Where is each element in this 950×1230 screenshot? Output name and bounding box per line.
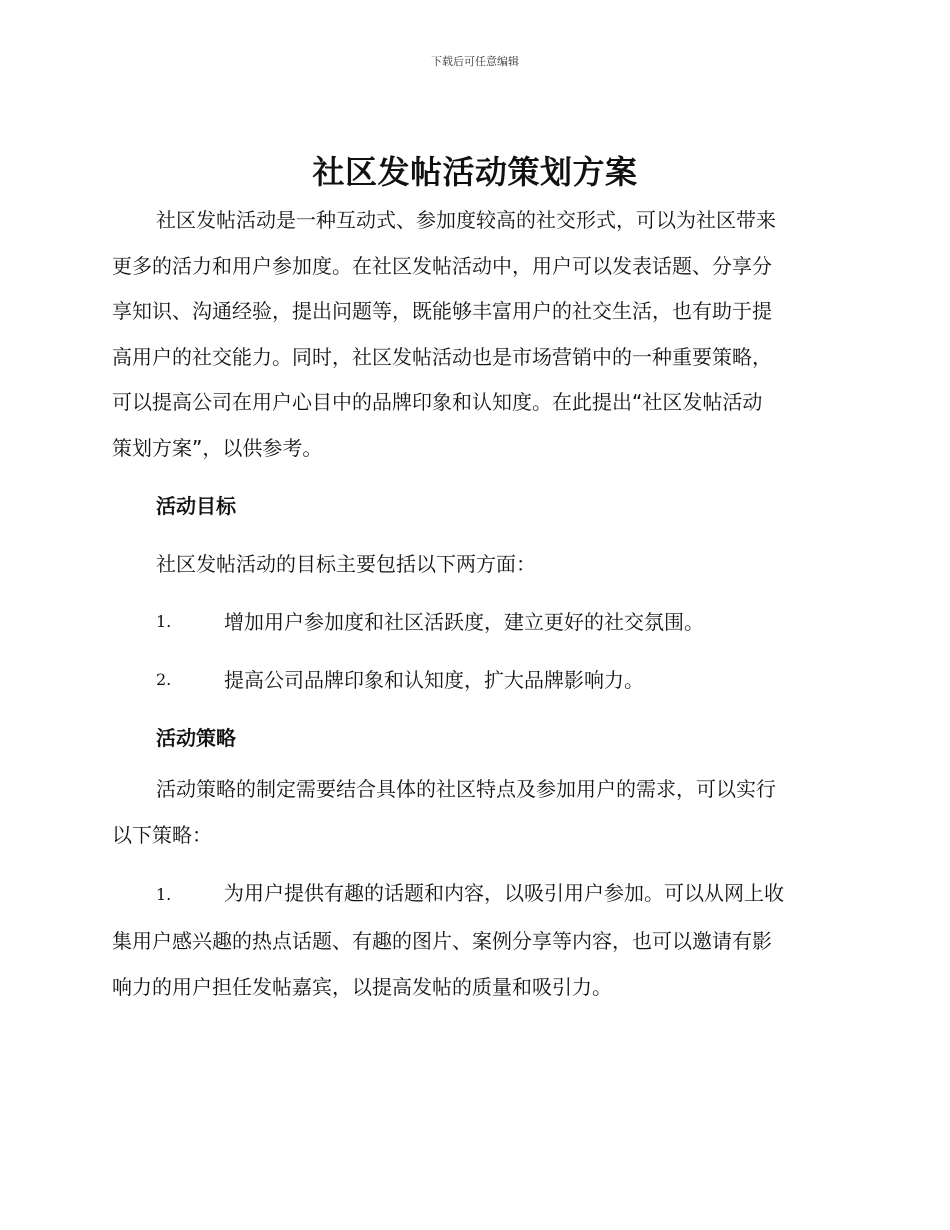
strategy-item-1 — [112, 870, 832, 1010]
list-item — [112, 665, 832, 695]
strategy-item-line: 响力的用户担任发帖嘉宾，以提高发帖的质量和吸引力。 — [112, 975, 612, 999]
list-item — [112, 607, 832, 637]
strategy-lead-line: 活动策略的制定需要结合具体的社区特点及参加用户的需求，可以实行 — [156, 777, 776, 801]
intro-line: 可以提高公司在用户心目中的品牌印象和认知度。在此提出“社区发帖活动 — [112, 390, 763, 414]
intro-paragraph — [112, 198, 832, 471]
list-number: 1. — [156, 885, 172, 904]
section-heading-goals: 活动目标 — [156, 494, 236, 518]
intro-line: 高用户的社交能力。同时，社区发帖活动也是市场营销中的一种重要策略， — [112, 344, 772, 369]
intro-line: 享知识、沟通经验，提出问题等，既能够丰富用户的社交生活，也有助于提 — [112, 299, 772, 323]
strategy-lead-paragraph — [112, 767, 832, 858]
list-text: 为用户提供有趣的话题和内容，以吸引用户参加。可以从网上收 — [224, 881, 784, 905]
document-title: 社区发帖活动策划方案 — [312, 153, 638, 191]
list-text: 提高公司品牌印象和认知度，扩大品牌影响力。 — [224, 668, 644, 692]
goals-lead: 社区发帖活动的目标主要包括以下两方面： — [156, 552, 536, 576]
strategy-lead-line: 以下策略： — [112, 822, 212, 847]
strategy-item-line — [112, 870, 832, 918]
list-number: 1. — [156, 612, 172, 631]
intro-line: 更多的活力和用户参加度。在社区发帖活动中，用户可以发表话题、分享分 — [112, 253, 772, 278]
list-number: 2. — [156, 670, 172, 689]
list-text: 增加用户参加度和社区活跃度，建立更好的社交氛围。 — [224, 610, 704, 634]
section-heading-strategy: 活动策略 — [156, 726, 236, 750]
header-note: 下载后可任意编辑 — [431, 55, 519, 68]
intro-line: 策划方案”，以供参考。 — [112, 435, 323, 460]
strategy-item-line: 集用户感兴趣的热点话题、有趣的图片、案例分享等内容，也可以邀请有影 — [112, 929, 772, 953]
document-body — [112, 198, 832, 1010]
intro-line: 社区发帖活动是一种互动式、参加度较高的社交形式，可以为社区带来 — [156, 208, 776, 232]
